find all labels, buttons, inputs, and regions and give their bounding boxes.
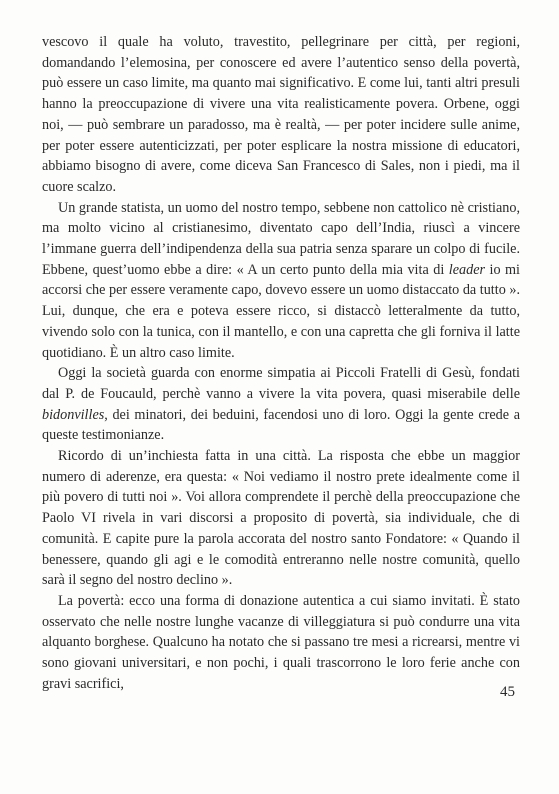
paragraph-1: vescovo il quale ha voluto, travestito, pellegrinare per città, per regioni, domandando l’elemosina, per conoscere ed avere l’autentico senso della povertà, può essere un caso limite, ma quanto mai significativo. E come lui, tanti altri presuli hanno la preoccupazione di vivere una vita realisticamente povera. Orbene, oggi noi, — può sembrare un paradosso, ma è realtà, — per poter incidere sulle anime, per poter essere autenticizzati, per poter esplicare la nostra missione di educatori, abbiamo bisogno di avere, come diceva San Francesco di Sales, non i piedi, ma il cuore scalzo. bbox=[42, 34, 520, 195]
paragraph-2: Un grande statista, un uomo del nostro tempo, sebbene non cattolico nè cristiano, ma molto vicino al cristianesimo, diventato capo dell’India, riuscì a vincere l’immane guerra dell’indipendenza della sua patria senza sparare un colpo di fucile. Ebbene, quest’uomo ebbe a dire: « A un certo punto della mia vita di leader io mi accorsi che per essere veramente capo, dovevo essere un uomo distaccato da tutto ». Lui, dunque, che era e poteva essere ricco, si distaccò letteralmente da tutto, vivendo solo con la tunica, con il mantello, e con una capretta che gli forniva il latte quotidiano. È un altro caso limite. bbox=[42, 199, 521, 361]
paragraph-3: Oggi la società guarda con enorme simpatia ai Piccoli Fratelli di Gesù, fondati dal P. de Foucauld, perchè vanno a vivere la vita povera, quasi miserabile delle bidonvilles, dei minatori, dei beduini, facendosi uno di loro. Oggi la gente crede a queste testimonianze. bbox=[42, 365, 520, 444]
paragraph-4: Ricordo di un’inchiesta fatta in una città. La risposta che ebbe un maggior numero di aderenze, era questa: « Noi vediamo il nostro prete idealmente come il più povero di tutti noi ». Voi allora comprendete il perchè della preoccupazione che Paolo VI rivela in vari discorsi a proposito di povertà, sia individuale, che di comunità. E capite pure la parola accorata del nostro santo Fondatore: « Quando il benessere, quando gli agi e le comodità entreranno nelle nostre comunità, quello sarà il segno del nostro declino ». bbox=[42, 448, 520, 589]
paragraph-5: La povertà: ecco una forma di donazione autentica a cui siamo invitati. È stato osservato che nelle nostre lunghe vacanze di villeggiatura si può condurre una vita alquanto borghese. Qualcuno ha notato che si passano tre mesi a ricrearsi, mentre vi sono giovani universitari, e non pochi, i quali trascorrono le loro ferie anche con gravi sacrifici, bbox=[42, 592, 520, 692]
body-text bbox=[42, 32, 520, 695]
page-number: 45 bbox=[500, 684, 515, 700]
